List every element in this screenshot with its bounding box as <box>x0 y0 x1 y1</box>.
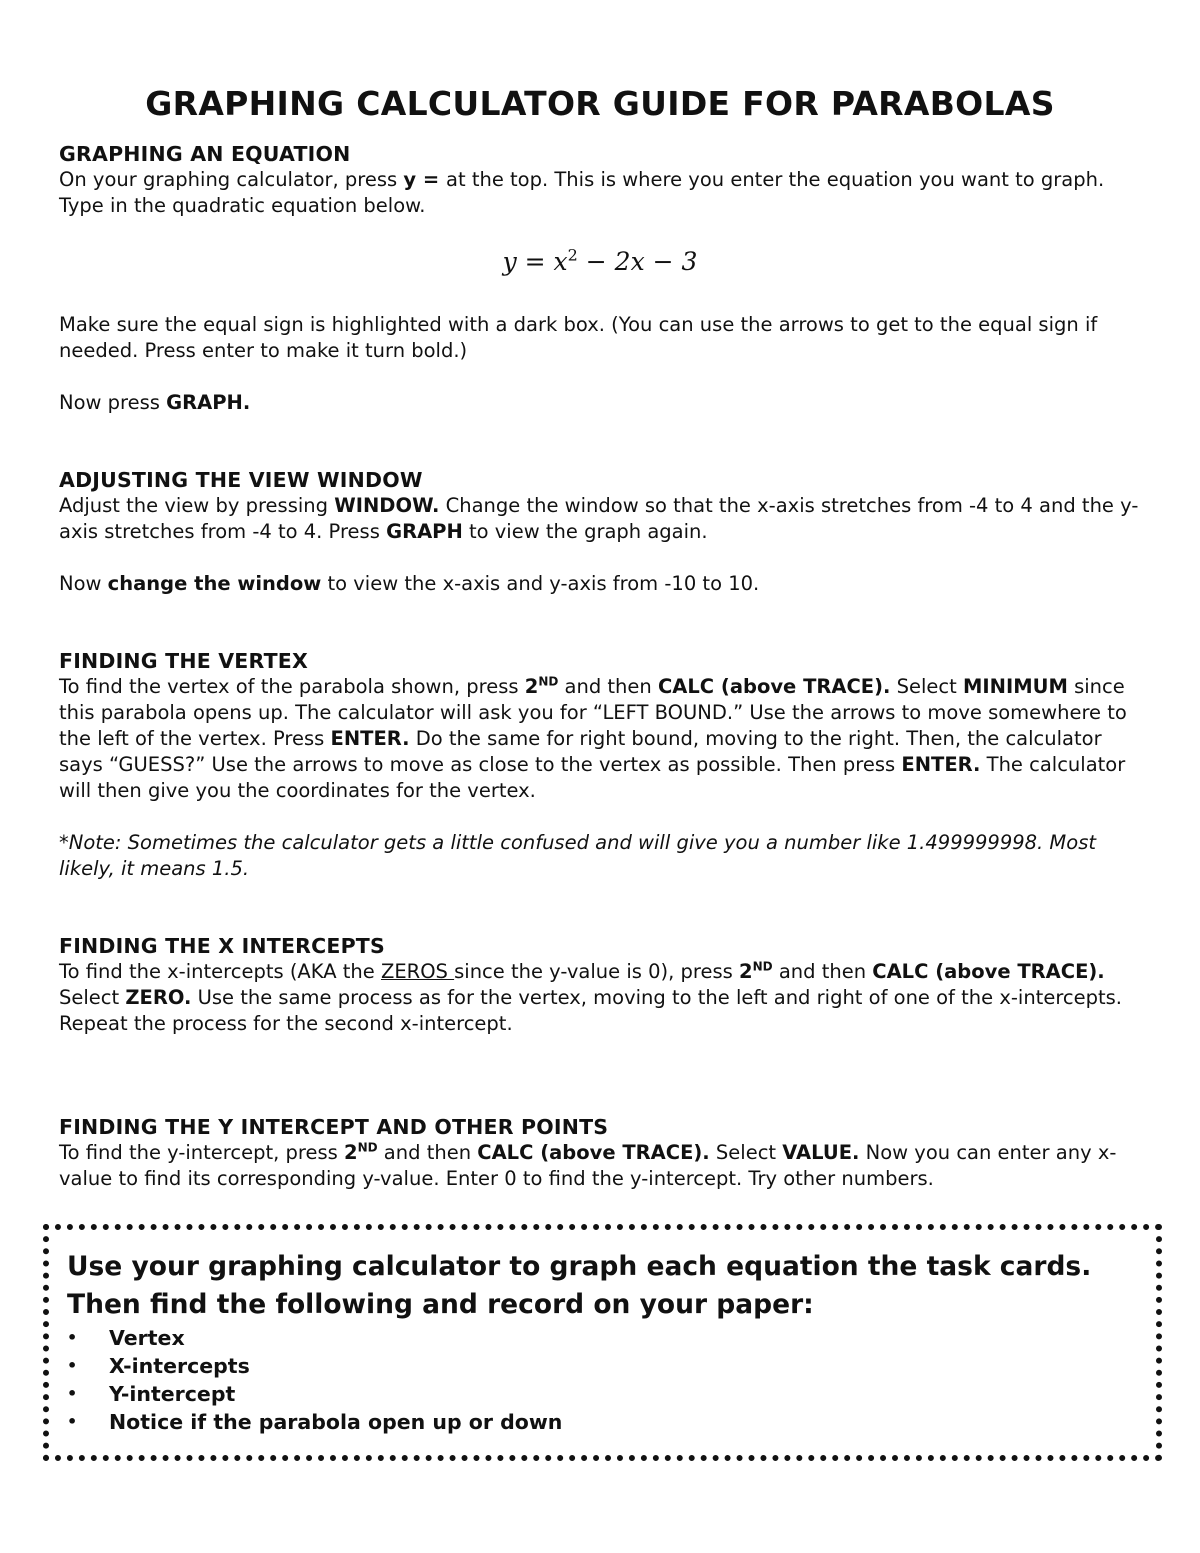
section-paragraph: Make sure the equal sign is highlighted with a dark box. (You can use the arrows to get to the equal sign if needed. Press enter to make it turn bold.) <box>59 313 1098 362</box>
key-label: MINIMUM <box>963 675 1068 698</box>
list-item-label: Notice if the parabola open up or down <box>109 1410 563 1434</box>
key-label: GRAPH <box>386 520 463 543</box>
section-graph-step <box>59 390 1144 416</box>
section-paragraph <box>59 493 1144 545</box>
key-label: CALC (above TRACE). <box>657 675 891 698</box>
list-item-label: X-intercepts <box>109 1354 250 1378</box>
bullet-icon: • <box>67 1328 78 1347</box>
text: to view the graph again. <box>462 520 708 543</box>
text: since this parabola opens up. The calculator will ask you for “LEFT BOUND.” Use the arrows to move somewhere to the left of the vertex. Press <box>59 675 1127 750</box>
bullet-icon: • <box>67 1412 78 1431</box>
text: On your graphing calculator, press <box>59 168 404 191</box>
section-paragraph <box>59 390 1144 416</box>
section-paragraph <box>59 1140 1144 1192</box>
key-label: change the window <box>107 572 322 595</box>
list-item <box>67 1324 562 1352</box>
key-label: 2 <box>524 675 539 698</box>
page-title: GRAPHING CALCULATOR GUIDE FOR PARABOLAS <box>145 84 1055 123</box>
text: To find the vertex of the parabola shown, press <box>59 675 525 698</box>
key-label: ENTER. <box>901 753 981 776</box>
key-label: WINDOW. <box>334 494 440 517</box>
task-list <box>67 1324 562 1436</box>
bullet-icon: • <box>67 1356 78 1375</box>
key-label: y = <box>403 168 447 191</box>
text: Do the same for right bound, moving to the right. Then, the calculator says “GUESS?” Use the arrows to move as close to the vertex as possible. Then press <box>59 727 1102 776</box>
section-paragraph <box>59 167 1144 219</box>
section-paragraph <box>59 674 1144 804</box>
equation-part: − 2x − 3 <box>577 247 698 276</box>
equation-exponent: 2 <box>567 245 578 265</box>
task-box-title: Use your graphing calculator to graph each equation the task cards. Then find the following and record on your paper: <box>67 1251 1092 1320</box>
text: Select <box>59 986 126 1009</box>
section-paragraph <box>59 959 1144 1037</box>
list-item-label: Vertex <box>109 1326 185 1350</box>
section-graphing-instructions <box>59 312 1144 364</box>
key-superscript: ND <box>752 959 773 974</box>
text: Use the same process as for the vertex, moving to the left and right of one of the x-intercepts. Repeat the process for the second x-intercept. <box>59 986 1123 1035</box>
underlined-term: ZEROS <box>380 960 455 983</box>
text: Adjust the view by pressing <box>59 494 335 517</box>
text: Now you can enter any x-value to find its corresponding y-value. Enter 0 to find the y-intercept. Try other numbers. <box>59 1141 1117 1190</box>
key-superscript: ND <box>357 1140 378 1155</box>
list-item <box>67 1352 562 1380</box>
section-view-window <box>59 467 1144 597</box>
key-label: VALUE. <box>782 1141 860 1164</box>
section-heading: FINDING THE VERTEX <box>59 649 308 673</box>
quadratic-equation <box>0 247 1200 276</box>
section-heading: FINDING THE Y INTERCEPT AND OTHER POINTS <box>59 1115 609 1139</box>
text: Now <box>59 572 108 595</box>
text: Select <box>890 675 963 698</box>
text: and then <box>377 1141 478 1164</box>
section-heading: GRAPHING AN EQUATION <box>59 142 351 166</box>
note-text: *Note: Sometimes the calculator gets a little confused and will give you a number like 1.499999998. Most likely, it means 1.5. <box>59 831 1096 880</box>
section-x-intercepts <box>59 933 1144 1037</box>
key-label: CALC (above TRACE). <box>477 1141 710 1164</box>
list-item-label: Y-intercept <box>109 1382 236 1406</box>
section-paragraph <box>59 571 1144 597</box>
key-label: ZERO. <box>125 986 192 1009</box>
section-y-intercept <box>59 1114 1144 1192</box>
text: Select <box>709 1141 783 1164</box>
key-label: GRAPH. <box>166 391 251 414</box>
key-label: 2 <box>344 1141 358 1164</box>
text: To find the x-intercepts (AKA the <box>59 960 381 983</box>
list-item <box>67 1408 562 1436</box>
text: at the top. This is where you enter the equation you want to graph. Type in the quadratic equation below. <box>59 168 1105 217</box>
text: The calculator will then give you the coordinates for the vertex. <box>59 753 1126 802</box>
text: and then <box>558 675 658 698</box>
key-label: ENTER. <box>330 727 410 750</box>
key-label: 2 <box>739 960 753 983</box>
key-superscript: ND <box>538 674 559 689</box>
text: To find the y-intercept, press <box>59 1141 345 1164</box>
text: since the y-value is 0), press <box>454 960 740 983</box>
key-label: CALC (above TRACE). <box>872 960 1105 983</box>
text: Change the window so that the x-axis stretches from -4 to 4 and the y-axis stretches from -4 to 4. Press <box>59 494 1139 543</box>
section-heading: ADJUSTING THE VIEW WINDOW <box>59 468 423 492</box>
text: to view the x-axis and y-axis from -10 to 10. <box>321 572 760 595</box>
section-graphing-equation <box>59 141 1144 219</box>
task-instructions-box <box>43 1224 1162 1461</box>
note-paragraph <box>59 830 1144 882</box>
list-item <box>67 1380 562 1408</box>
equation-part: y = x <box>502 247 568 276</box>
section-heading: FINDING THE X INTERCEPTS <box>59 934 385 958</box>
section-vertex <box>59 648 1144 882</box>
text: Now press <box>59 391 167 414</box>
bullet-icon: • <box>67 1384 78 1403</box>
text: and then <box>772 960 873 983</box>
